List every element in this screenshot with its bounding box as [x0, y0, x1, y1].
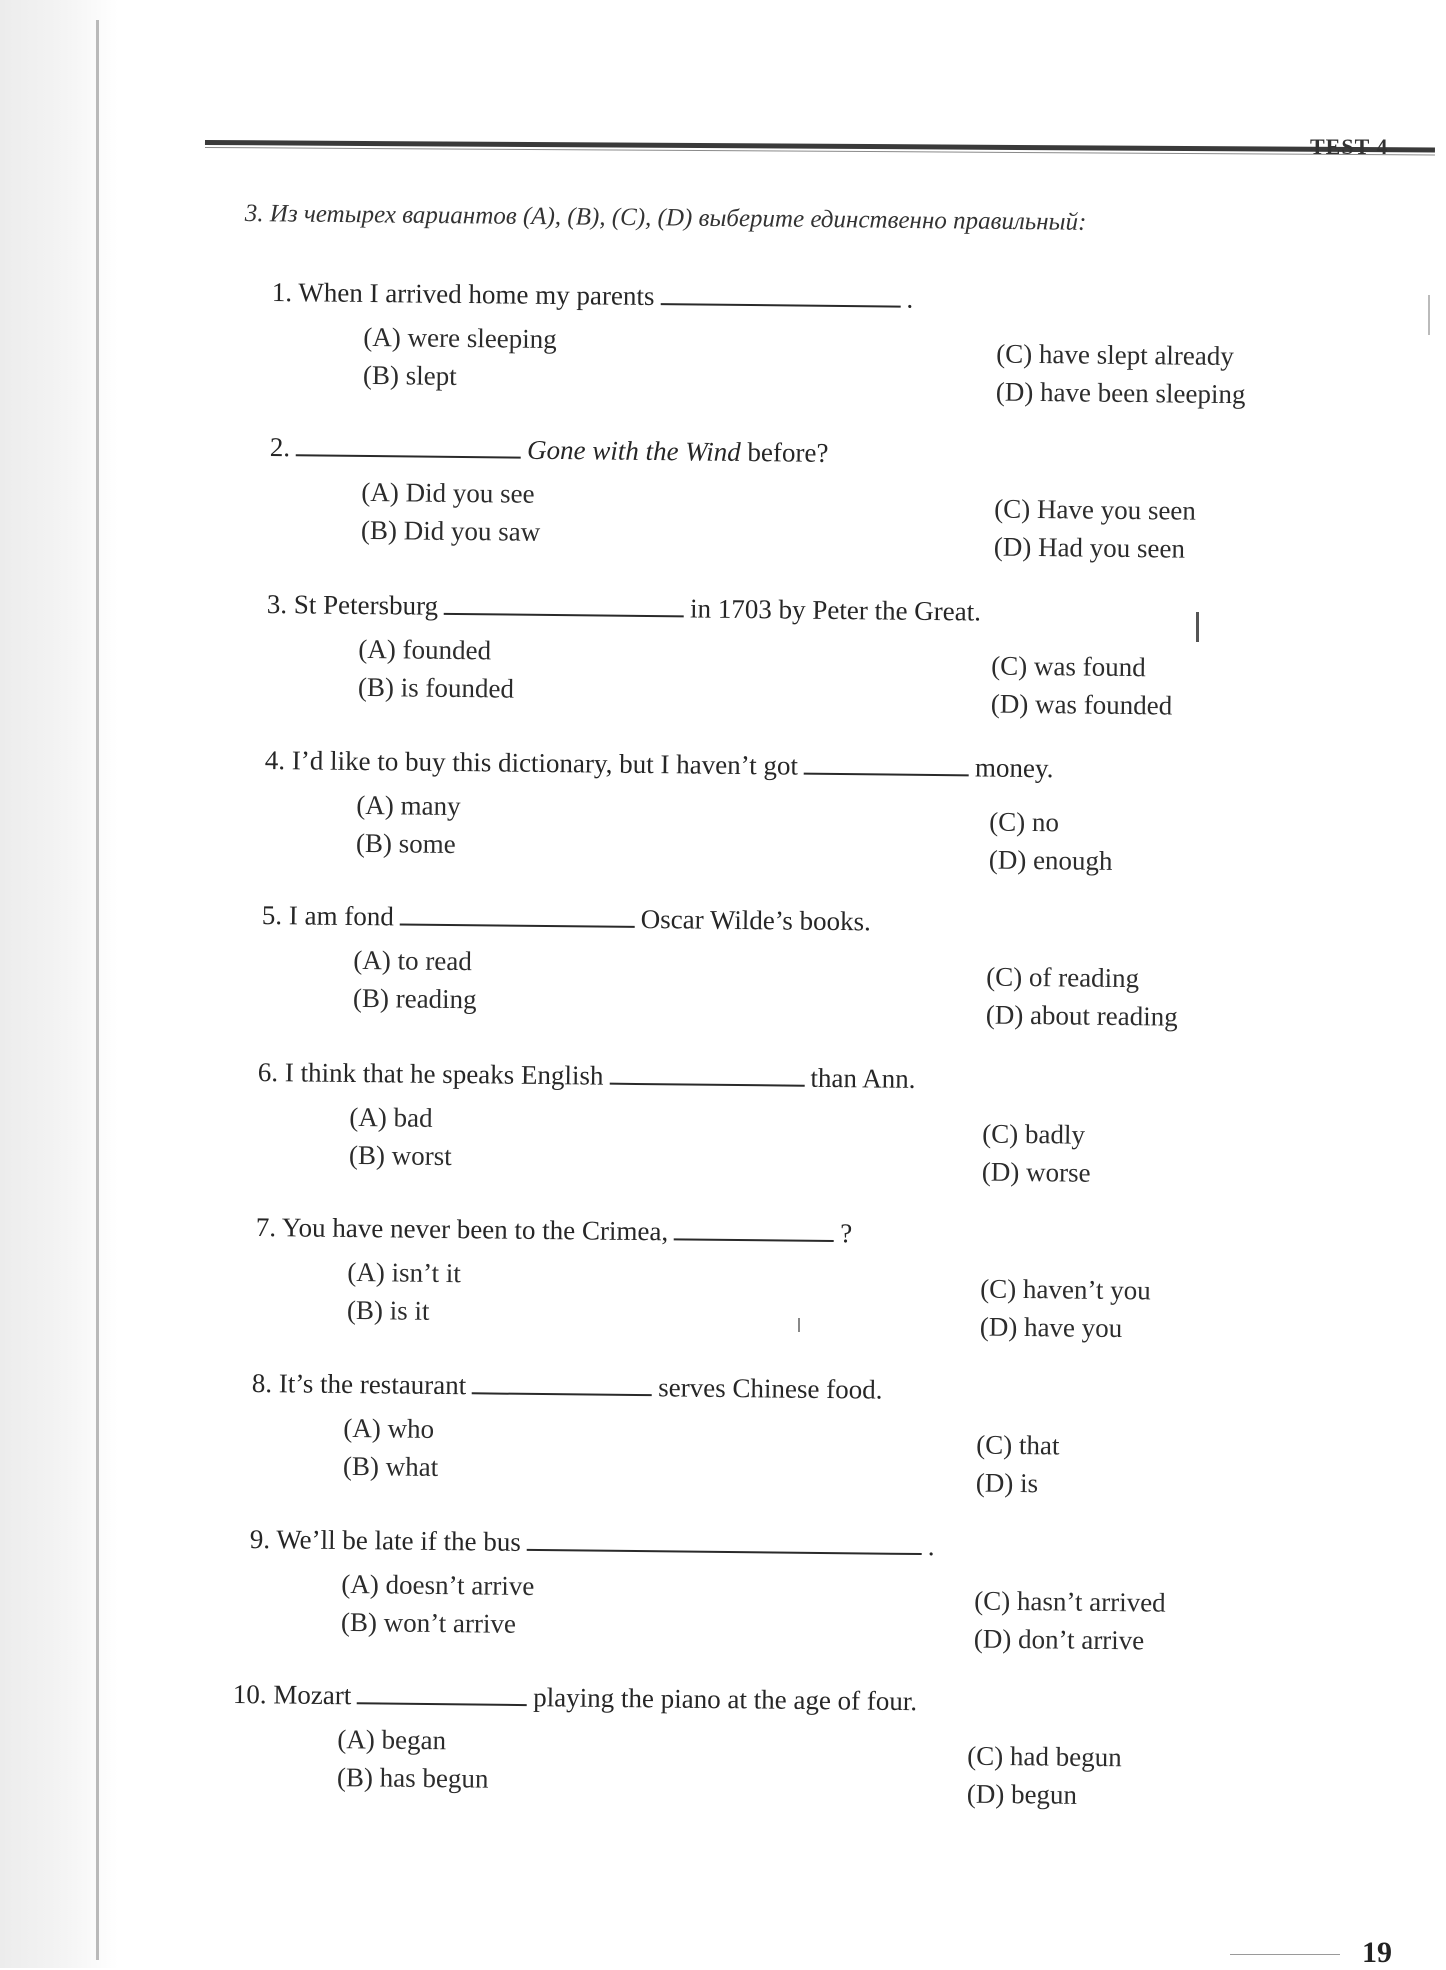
task-instruction: 3. Из четырех вариантов (A), (B), (C), (D) выберите единственно правильный:: [245, 200, 1087, 237]
question-stem: [250, 1522, 935, 1562]
stem-text: When I arrived home my parents: [298, 277, 654, 311]
question-number: 8.: [252, 1368, 273, 1398]
answer-blank[interactable]: [444, 589, 684, 618]
stem-text: I’d like to buy this dictionary, but I haven’t got: [292, 745, 798, 780]
option-d[interactable]: (D) Had you seen: [994, 532, 1186, 565]
stem-text: It’s the restaurant: [279, 1368, 467, 1400]
option-a[interactable]: (A) were sleeping: [363, 322, 557, 355]
scan-speck: [1196, 612, 1199, 642]
option-c[interactable]: (C) Have you seen: [994, 494, 1196, 527]
option-d[interactable]: (D) have been sleeping: [996, 377, 1246, 411]
option-c[interactable]: (C) of reading: [986, 962, 1139, 995]
question-8: [250, 1366, 1292, 1527]
option-a[interactable]: (A) who: [343, 1413, 434, 1445]
stem-text-end: serves Chinese food.: [658, 1372, 883, 1404]
footer-rule: [1230, 1954, 1340, 1955]
stem-text: St Petersburg: [294, 589, 439, 621]
option-d[interactable]: (D) is: [976, 1468, 1039, 1500]
option-c[interactable]: (C) hasn’t arrived: [974, 1586, 1166, 1619]
option-a[interactable]: (A) doesn’t arrive: [341, 1569, 534, 1602]
stem-text-end: .: [906, 284, 913, 314]
stem-text-end: Oscar Wilde’s books.: [641, 904, 871, 936]
scan-speck: [798, 1318, 800, 1332]
option-b[interactable]: (B) has begun: [337, 1762, 489, 1795]
option-b[interactable]: (B) reading: [353, 983, 477, 1015]
question-10: [231, 1677, 1273, 1838]
film-title: Gone with the Wind: [527, 435, 741, 467]
option-d[interactable]: (D) enough: [989, 845, 1113, 877]
question-number: 4.: [265, 745, 286, 775]
stem-text-end: .: [928, 1531, 935, 1561]
option-b[interactable]: (B) some: [356, 828, 456, 860]
answer-blank[interactable]: [609, 1059, 804, 1087]
stem-text-end: money.: [975, 752, 1054, 783]
stem-text-end: than Ann.: [810, 1063, 915, 1094]
question-number: 10.: [233, 1679, 267, 1709]
option-b[interactable]: (B) worst: [349, 1140, 452, 1172]
option-d[interactable]: (D) begun: [967, 1779, 1078, 1811]
stem-text: I think that he speaks English: [285, 1057, 604, 1090]
option-c[interactable]: (C) had begun: [967, 1741, 1122, 1774]
option-a[interactable]: (A) Did you see: [361, 477, 535, 510]
option-b[interactable]: (B) slept: [363, 360, 457, 392]
answer-blank[interactable]: [674, 1214, 834, 1242]
question-2: [268, 430, 1310, 591]
option-c[interactable]: (C) haven’t you: [980, 1274, 1151, 1307]
question-1: [270, 275, 1312, 436]
question-stem: [267, 587, 982, 627]
stem-text: You have never been to the Crimea,: [282, 1212, 669, 1246]
stem-text: I am fond: [289, 900, 394, 931]
question-4: [263, 743, 1305, 904]
option-c[interactable]: (C) that: [976, 1430, 1060, 1462]
question-number: 5.: [262, 900, 283, 930]
question-stem: [233, 1677, 918, 1717]
option-a[interactable]: (A) began: [337, 1724, 446, 1756]
option-a[interactable]: (A) to read: [353, 945, 472, 977]
question-stem: [262, 898, 871, 937]
answer-blank[interactable]: [296, 430, 521, 458]
answer-blank[interactable]: [660, 279, 900, 308]
option-b[interactable]: (B) is it: [347, 1295, 430, 1327]
question-stem: [252, 1366, 883, 1406]
answer-blank[interactable]: [400, 899, 635, 927]
option-a[interactable]: (A) many: [356, 790, 461, 822]
option-d[interactable]: (D) about reading: [986, 1000, 1178, 1033]
question-stem: [265, 743, 1054, 784]
answer-blank[interactable]: [804, 749, 969, 777]
option-a[interactable]: (A) founded: [358, 634, 491, 666]
question-number: 2.: [270, 432, 291, 462]
answer-blank[interactable]: [527, 1525, 922, 1555]
option-c[interactable]: (C) was found: [991, 651, 1146, 684]
stem-text-end: playing the piano at the age of four.: [533, 1682, 917, 1716]
option-d[interactable]: (D) worse: [982, 1157, 1091, 1189]
question-3: [265, 587, 1307, 748]
option-b[interactable]: (B) Did you saw: [361, 515, 541, 548]
question-9: [248, 1522, 1290, 1683]
option-a[interactable]: (A) isn’t it: [347, 1257, 461, 1289]
question-6: [256, 1055, 1298, 1216]
option-c[interactable]: (C) no: [989, 807, 1059, 839]
test-label: TEST 4: [1310, 134, 1388, 160]
option-d[interactable]: (D) was founded: [991, 689, 1173, 722]
option-b[interactable]: (B) won’t arrive: [341, 1607, 516, 1640]
question-stem: [258, 1055, 916, 1095]
answer-blank[interactable]: [472, 1368, 652, 1396]
question-number: 9.: [250, 1524, 271, 1554]
option-d[interactable]: (D) have you: [980, 1312, 1123, 1344]
answer-blank[interactable]: [357, 1678, 527, 1706]
option-b[interactable]: (B) what: [343, 1451, 439, 1483]
question-number: 7.: [256, 1212, 277, 1242]
stem-text-end: in 1703 by Peter the Great.: [690, 593, 981, 626]
option-d[interactable]: (D) don’t arrive: [974, 1624, 1145, 1657]
question-stem: [272, 275, 914, 315]
option-c[interactable]: (C) badly: [982, 1119, 1085, 1151]
question-7: [254, 1210, 1296, 1371]
stem-text-end: before?: [741, 437, 829, 468]
question-number: 1.: [272, 277, 293, 307]
stem-text: Mozart: [273, 1679, 351, 1710]
page-number: 19: [1362, 1936, 1392, 1970]
question-number: 6.: [258, 1057, 279, 1087]
option-c[interactable]: (C) have slept already: [996, 339, 1234, 372]
question-5: [260, 898, 1302, 1059]
question-stem: [256, 1210, 853, 1249]
stem-text-end: ?: [840, 1218, 852, 1248]
scan-speck: [1428, 295, 1430, 335]
question-stem: [270, 430, 829, 469]
option-b[interactable]: (B) is founded: [358, 672, 514, 705]
question-number: 3.: [267, 589, 288, 619]
option-a[interactable]: (A) bad: [349, 1102, 433, 1134]
stem-text: We’ll be late if the bus: [276, 1524, 521, 1557]
